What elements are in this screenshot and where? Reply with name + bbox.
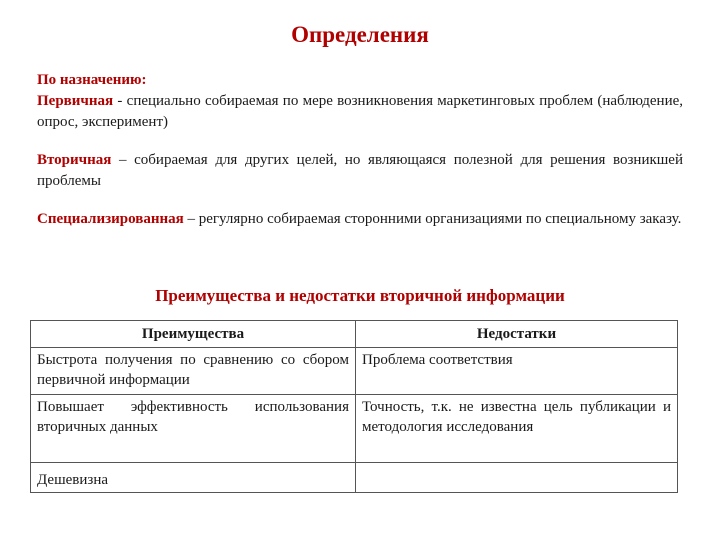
section-subtitle: Преимущества и недостатки вторичной информации xyxy=(155,286,565,305)
definitions-block xyxy=(37,70,683,230)
header-advantages: Преимущества xyxy=(31,321,356,348)
table-header-row xyxy=(31,321,678,348)
definition-specialized xyxy=(37,209,683,230)
definition-term: Вторичная xyxy=(37,152,112,168)
definition-secondary xyxy=(37,150,683,192)
table-row xyxy=(31,463,678,493)
definition-separator: – xyxy=(183,211,199,227)
table-cell: Дешевизна xyxy=(31,463,356,493)
definition-text: специально собираемая по мере возникновения маркетинговых проблем (наблюдение, опрос, эксперимент) xyxy=(37,93,684,130)
table-cell xyxy=(356,463,678,493)
definition-separator: - xyxy=(113,93,127,109)
definition-primary xyxy=(37,91,683,133)
definition-term: Специализированная xyxy=(37,211,184,227)
page-title: Определения xyxy=(291,22,429,47)
table-row xyxy=(31,348,678,395)
table-row xyxy=(31,395,678,463)
table-cell: Проблема соответствия xyxy=(356,348,678,395)
definition-text: собираемая для других целей, но являющаяся полезной для решения возникшей проблемы xyxy=(37,152,683,189)
definitions-heading: По назначению: xyxy=(37,72,147,88)
table-cell: Быстрота получения по сравнению со сбором первичной информации xyxy=(31,348,356,395)
table-cell: Точность, т.к. не известна цель публикации и методология исследования xyxy=(356,395,678,463)
definition-term: Первичная xyxy=(37,93,114,109)
pros-cons-table xyxy=(30,320,678,493)
definition-text: регулярно собираемая сторонними организациями по специальному заказу. xyxy=(198,211,682,227)
table-cell: Повышает эффективность использования вторичных данных xyxy=(31,395,356,463)
header-disadvantages: Недостатки xyxy=(356,321,678,348)
definition-separator: – xyxy=(111,152,135,168)
